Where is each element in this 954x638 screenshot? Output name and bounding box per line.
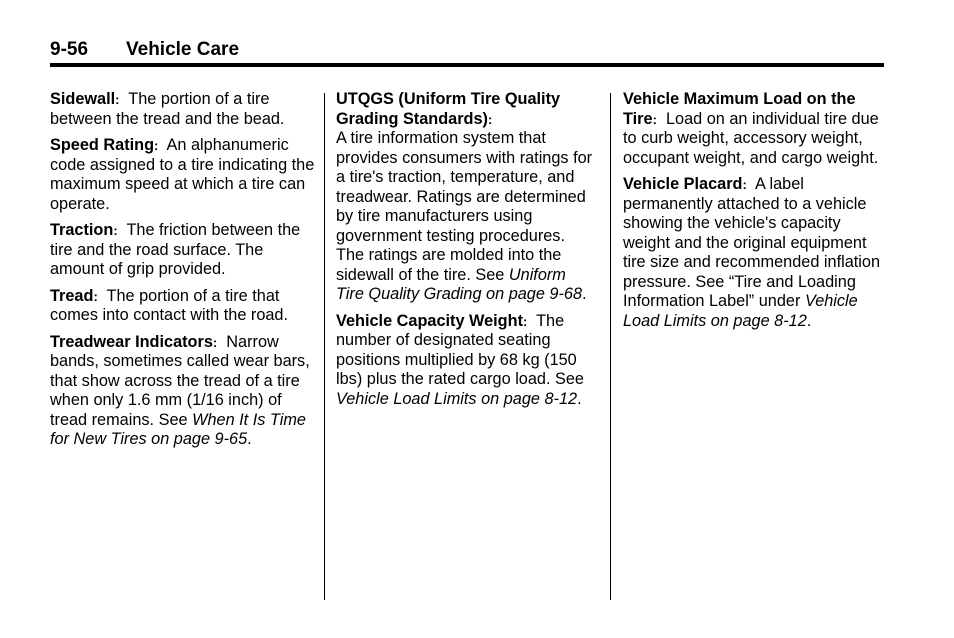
column-divider [610, 93, 611, 600]
header-rule [50, 63, 884, 67]
term: Vehicle Maximum Load on the Tire [623, 90, 856, 128]
definition: The friction between the tire and the road surface. The amount of grip provided. [50, 221, 301, 278]
entry-vehicle-placard: Vehicle Placard: A label permanently attached to a vehicle showing the vehicle's capacity weight and the original equipment tire size and recommended inflation pressure. See “Tire and Loading Information Label” under Vehicle Load Limits on page 8-12. [623, 175, 881, 330]
section-title: Vehicle Care [126, 39, 240, 60]
definition: A tire information system that provides consumers with ratings for a tire's traction, temperature, and treadwear. Ratings are determined by tire manufacturers using government testing procedures. The ratings are molded into the sidewall of the tire. See [336, 129, 593, 284]
entry-speed-rating: Speed Rating: An alphanumeric code assigned to a tire indicating the maximum speed at which a tire can operate. [50, 136, 315, 213]
term: Vehicle Capacity Weight [336, 311, 523, 330]
term: Tread [50, 286, 94, 305]
term: Speed Rating [50, 136, 155, 154]
column-divider [324, 93, 325, 600]
entry-sidewall: Sidewall: The portion of a tire between the tread and the bead. [50, 90, 285, 128]
page-header [50, 38, 884, 62]
definition: The number of designated seating positions multiplied by 68 kg (150 lbs) plus the rated cargo load. See [336, 311, 584, 388]
page-number: 9-56 [50, 39, 89, 60]
definition: The portion of a tire between the tread and the bead. [50, 90, 285, 128]
term: Treadwear Indicators [50, 332, 213, 351]
entry-vehicle-maximum-load: Vehicle Maximum Load on the Tire: Load on an individual tire due to curb weight, accessory weight, occupant weight, and cargo weight. [623, 90, 879, 167]
entry-tread: Tread: The portion of a tire that comes into contact with the road. [50, 286, 289, 324]
cross-reference-link[interactable]: When It Is Time for New Tires on page 9-65 [50, 410, 306, 448]
definition: The portion of a tire that comes into contact with the road. [50, 286, 289, 324]
term: Sidewall [50, 90, 116, 108]
term: Vehicle Placard [623, 175, 743, 193]
definition: A label permanently attached to a vehicle showing the vehicle's capacity weight and the original equipment tire size and recommended inflation pressure. See “Tire and Loading Information Label” under [623, 175, 881, 310]
term: Traction [50, 221, 114, 239]
term: UTQGS (Uniform Tire Quality Grading Standards) [336, 90, 561, 128]
definition: Load on an individual tire due to curb weight, accessory weight, occupant weight, and cargo weight. [623, 109, 879, 167]
entry-utqgs: UTQGS (Uniform Tire Quality Grading Standards): A tire information system that provides consumers with ratings for a tire's traction, temperature, and treadwear. Ratings are determined by tire manufacturers using government testing procedures. The ratings are molded into the sidewall of the tire. See Uniform Tire Quality Grading on page 9-68. [336, 90, 593, 303]
definition: An alphanumeric code assigned to a tire indicating the maximum speed at which a tire can operate. [50, 136, 315, 213]
entry-vehicle-capacity-weight: Vehicle Capacity Weight: The number of designated seating positions multiplied by 68 kg (150 lbs) plus the rated cargo load. See Vehicle Load Limits on page 8-12. [336, 311, 584, 408]
column-3 [623, 90, 885, 338]
entry-traction: Traction: The friction between the tire and the road surface. The amount of grip provided. [50, 221, 301, 278]
cross-reference-link[interactable]: Uniform Tire Quality Grading on page 9-68 [336, 265, 583, 303]
column-1 [50, 90, 315, 457]
column-2 [336, 90, 596, 416]
definition: Narrow bands, sometimes called wear bars, that show across the tread of a tire when only 1.6 mm (1/16 inch) of tread remains. See [50, 332, 310, 429]
entry-treadwear-indicators: Treadwear Indicators: Narrow bands, sometimes called wear bars, that show across the tread of a tire when only 1.6 mm (1/16 inch) of tread remains. See When It Is Time for New Tires on page 9-65. [50, 332, 310, 448]
cross-reference-link[interactable]: Vehicle Load Limits on page 8-12 [623, 292, 858, 330]
cross-reference-link[interactable]: Vehicle Load Limits on page 8-12 [336, 389, 578, 408]
